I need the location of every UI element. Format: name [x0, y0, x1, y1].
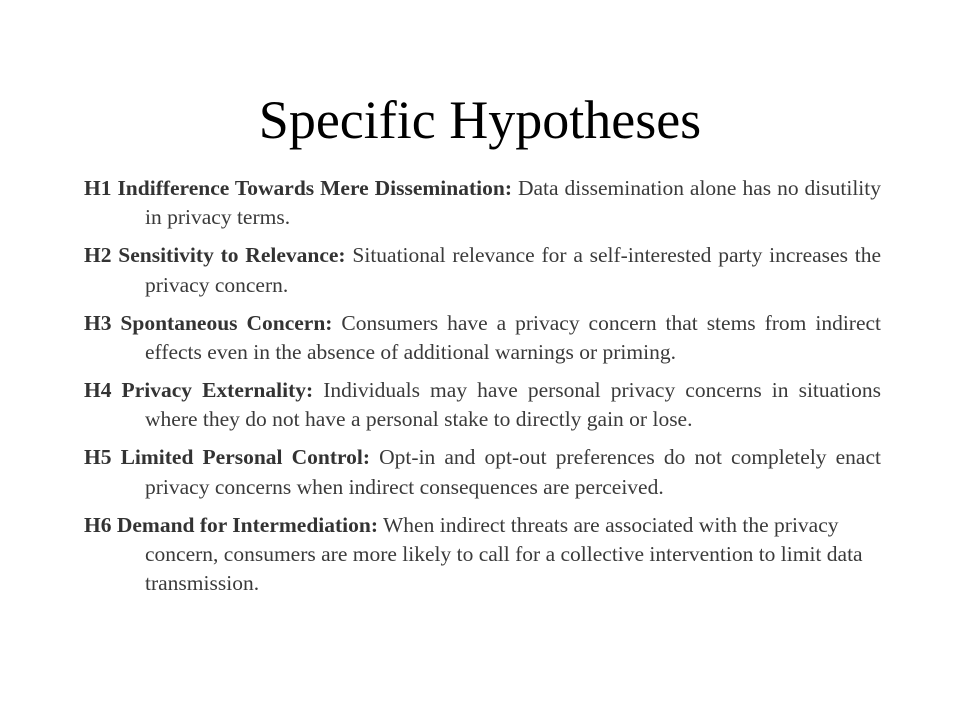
- hypothesis-heading: H4 Privacy Externality:: [84, 377, 314, 402]
- hypothesis-heading: H2 Sensitivity to Relevance:: [84, 243, 346, 268]
- hypothesis-heading: H3 Spontaneous Concern:: [84, 310, 333, 335]
- hypothesis-heading: H6 Demand for Intermediation:: [84, 512, 379, 537]
- hypothesis-text: When indirect threats are associated with the privacy concern, consumers are more likely to call for a collective intervention to limit data transmission.: [145, 512, 863, 596]
- hypothesis-text: Data dissemination alone has no disutility in privacy terms.: [145, 176, 881, 230]
- slide-title: Specific Hypotheses: [258, 90, 702, 150]
- hypothesis-heading: H1 Indifference Towards Mere Dissemination:: [84, 176, 512, 200]
- hypothesis-text: Situational relevance for a self-interested party increases the privacy concern.: [145, 243, 881, 297]
- hypothesis-text: Consumers have a privacy concern that stems from indirect effects even in the absence of additional warnings or priming.: [145, 310, 882, 365]
- hypotheses-list: [84, 174, 881, 607]
- hypothesis-h5: [84, 443, 881, 502]
- hypothesis-h4: [84, 376, 881, 435]
- hypothesis-h1: [84, 174, 881, 233]
- hypothesis-h6: [84, 511, 881, 599]
- hypothesis-h3: [84, 309, 881, 368]
- hypothesis-text: Opt-in and opt-out preferences do not completely enact privacy concerns when indirect consequences are perceived.: [145, 445, 881, 499]
- hypothesis-h2: [84, 241, 881, 300]
- hypothesis-heading: H5 Limited Personal Control:: [84, 445, 371, 470]
- hypothesis-text: Individuals may have personal privacy concerns in situations where they do not have a personal stake to directly gain or lose.: [145, 377, 881, 432]
